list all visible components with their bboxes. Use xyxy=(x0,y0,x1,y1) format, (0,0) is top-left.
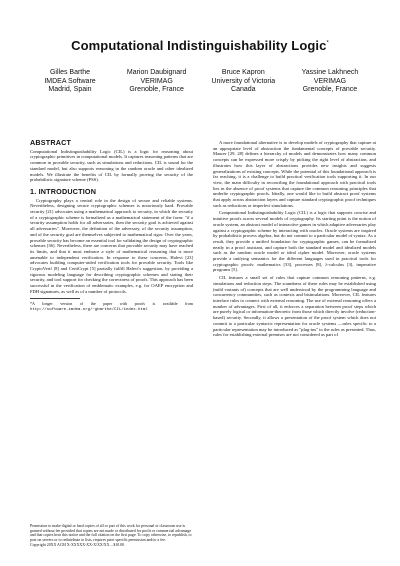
footnote-divider xyxy=(30,298,80,299)
author-card xyxy=(290,69,370,95)
author-affiliation: VERIMAG xyxy=(313,77,347,85)
permission-notice: Permission to make digital or hard copies of all or part of this work for personal or classroom use is granted without fee provided that copies are not made or distributed for profit or commercial advantage and that copies bear this notice and the full citation on the first page. To copy otherwise, to republish, to post on servers or to redistribute to lists, requires prior specific permission and/or a fee. Copyright 20XX ACM X-XXXXX-XX-X/XX/XX ...$10.00. xyxy=(30,524,192,547)
title-text: Computational Indistinguishability Logic xyxy=(71,38,327,53)
author-affiliation: University of Victoria xyxy=(211,77,276,85)
author-card xyxy=(30,69,110,95)
author-block xyxy=(30,69,370,95)
footnote xyxy=(30,301,193,313)
author-location: Grenoble, France xyxy=(129,86,184,94)
author-name: Bruce Kapron xyxy=(221,69,265,76)
body-paragraph: CIL features a small set of rules that capture common reasoning patterns, e.g. simulations and reduction steps. The soundness of these rules may be established using (mild variants of) concepts that are well understood by the programming language and concurrency communities, such as contexts and bisimulations. Moreover, CIL features interface rules to connect with external reasoning. The use of external reasoning offers a number of advantages. First of all, it enforces a separation between proof steps which are purely logical or information-theoretic from those which directly involve (reduction-based) security. Secondly, it allows a presentation of the proof system which does not commit to a particular syntactic representation for oracle systems —rules specific to a particular representation may be introduced as "plug-ins" to the rules as presented. Thus, rules for establishing external premises are not considered as part of xyxy=(213,275,376,338)
abstract-text: Computational Indistinguishability Logic (CIL) is a logic for reasoning about cryptographic primitives in computational models. It captures reasoning patterns that are common in provable security, such as simulations and reductions. CIL is sound for the standard model, but also supports reasoning in the random oracle and other idealized models. We illustrate the benefits of CIL by formally proving the security of the probabilistic signature scheme (PSS). xyxy=(30,148,193,183)
footnote-text: *A longer version of the paper with proofs is available from xyxy=(30,300,193,306)
title-footnote-mark: * xyxy=(326,40,329,47)
author-name: Yassine Lakhnech xyxy=(301,69,359,76)
left-column xyxy=(30,140,193,313)
author-card xyxy=(117,69,197,95)
body-paragraph: Computational Indistinguishability Logic (CIL) is a logic that supports concise and intuitive proofs across several models of cryptography. Its starting point is the notion of oracle system, an abstract model of interactive games in which adaptive adversaries play against a cryptographic scheme by interacting with oracles. Oracle systems are inspired by probabilistic process algebra, but do not commit to a particular model of syntax. As a result, they provide a unified foundation for cryptographic games, can be formalized neatly in a proof assistant, and capture both the standard model and idealized models such as the random oracle model or ideal cipher model. Moreover, oracle systems provide a unifying semantics for the different languages used in practical tools for cryptographic proofs: mathematics [33], processes [8], λ-calculus [3], imperative programs [5]. xyxy=(213,210,376,273)
author-location: Grenoble, France xyxy=(302,86,358,94)
author-card xyxy=(203,69,283,95)
introduction-heading: 1. INTRODUCTION xyxy=(30,186,97,196)
right-column xyxy=(213,140,376,340)
intro-paragraph: Cryptography plays a central role in the design of secure and reliable systems. Nevertheless, designing secure cryptographic schemes is notoriously hard. Provable security [21] advocates using a mathematical approach to security, in which the security of a cryptographic scheme is formalized as a mathematical statement of the form: "if a security assumption holds for all adversaries, then the security goal is achieved against all adversaries". Moreover, the definition of the adversary, of the security assumption, and of the security goal are themselves subjected to mathematical rigor. Over the years, provable security has become an essential tool for validating the design of cryptographic schemes [36]. Nevertheless, there are concerns that provable security may have reached its limits, and that it must embrace a style of mathematical reasoning that is more amenable to independent verification. In response to these concerns, Halevi [23] advocates building computer-aided verification tools for provable security. Tools like CryptoVerif [8] and CertiCrypt [5] partially fulfill Halevi's suggestion, by providing a rigorous modeling language for describing cryptographic schemes and stating their security, and tool support for checking the correctness of proofs. This approach has been successful in the verification of emblematic examples, e.g. for OAEP encryption and FDH signatures, as well as of a number of protocols. xyxy=(30,197,193,294)
abstract-heading: ABSTRACT xyxy=(30,138,72,147)
body-paragraph: A more foundational alternative is to develop models of cryptography that capture at an appropriate level of abstraction the fundamental concepts of provable security. Maurer [29, 28] defines a hierarchy of models and demonstrates how many common concepts can be expressed more crisply by picking the right level of abstraction, and illustrates how this layer of abstractions provides new insights and suggests generalizations of existing concepts. While the potential of this foundational approach is far reaching, it is a challenge to build practical verification tools supporting it. In our view, the main difficulty in reconciling the foundational approach with practical tools lies in the absence of proof systems that capture the common reasoning principles that underlie cryptographic proofs. Ideally, one would like to build abstract proof systems that apply across abstraction layers and capture standard cryptographic proof techniques such as reductions or imperfect simulations. xyxy=(213,140,376,208)
author-location: Madrid, Spain xyxy=(48,86,92,94)
author-affiliation: IMDEA Software xyxy=(44,77,96,85)
author-name: Marion Daubignard xyxy=(126,69,187,76)
author-name: Gilles Barthe xyxy=(49,69,91,76)
author-location: Canada xyxy=(231,86,256,94)
author-affiliation: VERIMAG xyxy=(140,77,173,85)
paper-title xyxy=(20,38,380,53)
footnote-url[interactable]: http://software.imdea.org/~gbarthe/CIL/index.html xyxy=(30,307,148,312)
